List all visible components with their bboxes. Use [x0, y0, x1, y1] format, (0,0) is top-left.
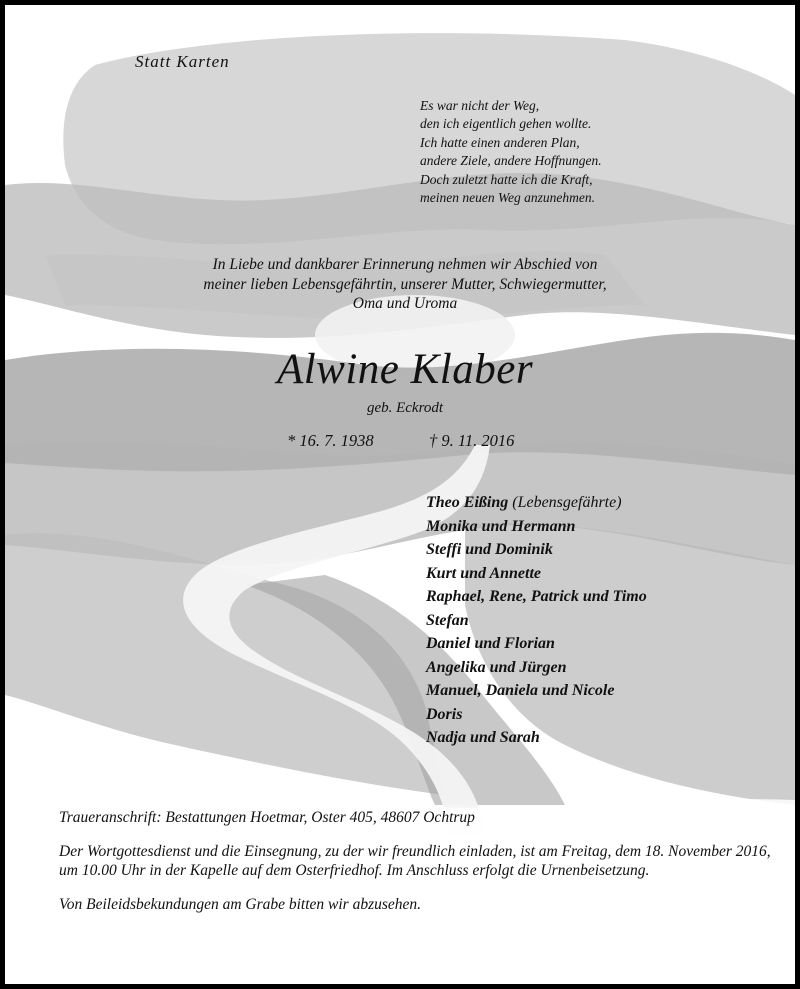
family-line: Raphael, Rene, Patrick und Timo: [426, 588, 647, 605]
poem-line: Es war nicht der Weg,: [420, 98, 540, 113]
intro-line: Oma und Uroma: [352, 295, 458, 312]
intro-line: meiner lieben Lebensgefährtin, unserer Mutter, Schwiegermutter,: [203, 275, 607, 293]
mourning-address: Traueranschrift: Bestattungen Hoetmar, Oster 405, 48607 Ochtrup: [59, 809, 475, 826]
family-line: Manuel, Daniela und Nicole: [426, 682, 615, 699]
family-group: [426, 491, 647, 514]
family-group: [426, 609, 647, 655]
family-line: Angelika und Jürgen: [426, 659, 567, 676]
condolence-note: Von Beileidsbekundungen am Grabe bitten wir abzusehen.: [59, 895, 422, 913]
poem-line: Ich hatte einen anderen Plan,: [420, 134, 580, 150]
death-date: † 9. 11. 2016: [429, 431, 515, 450]
birth-date: * 16. 7. 1938: [287, 431, 374, 450]
family-line: Kurt und Annette: [426, 565, 542, 582]
intro-line: In Liebe und dankbarer Erinnerung nehmen wir Abschied von: [212, 256, 598, 273]
family-group: [426, 515, 647, 561]
family-group: [426, 656, 647, 702]
family-line: Monika und Hermann: [426, 518, 576, 535]
family-line: Doris: [426, 706, 463, 723]
family-line: Daniel und Florian: [426, 635, 555, 652]
poem: [420, 97, 602, 207]
intro-text: [5, 255, 800, 314]
partner-name: Theo Eißing: [426, 494, 509, 511]
header-statt-karten: Statt Karten: [135, 52, 230, 71]
maiden-name: geb. Eckrodt: [366, 400, 444, 416]
poem-line: Doch zuletzt hatte ich die Kraft,: [420, 171, 593, 187]
deceased-name: Alwine Klaber: [276, 346, 534, 393]
poem-line: den ich eigentlich gehen wollte.: [420, 116, 592, 132]
partner-note: (Lebensgefährte): [512, 494, 622, 511]
family-line: Stefan: [426, 612, 469, 629]
footer-info: [59, 808, 789, 928]
poem-line: meinen neuen Weg anzunehmen.: [420, 190, 595, 206]
family-group: [426, 703, 647, 749]
family-list: [426, 491, 647, 750]
poem-line: andere Ziele, andere Hoffnungen.: [420, 153, 602, 169]
family-group: [426, 562, 647, 608]
service-details: Der Wortgottesdienst und die Einsegnung, zu der wir freundlich einladen, ist am Freitag, dem 18. November 2016, um 10.00 Uhr in der Kapelle auf dem Osterfriedhof. Im Anschluss erfolgt die Urnenbeisetzung.: [59, 842, 771, 879]
family-line: Nadja und Sarah: [426, 729, 540, 746]
family-line: Steffi und Dominik: [426, 541, 553, 558]
